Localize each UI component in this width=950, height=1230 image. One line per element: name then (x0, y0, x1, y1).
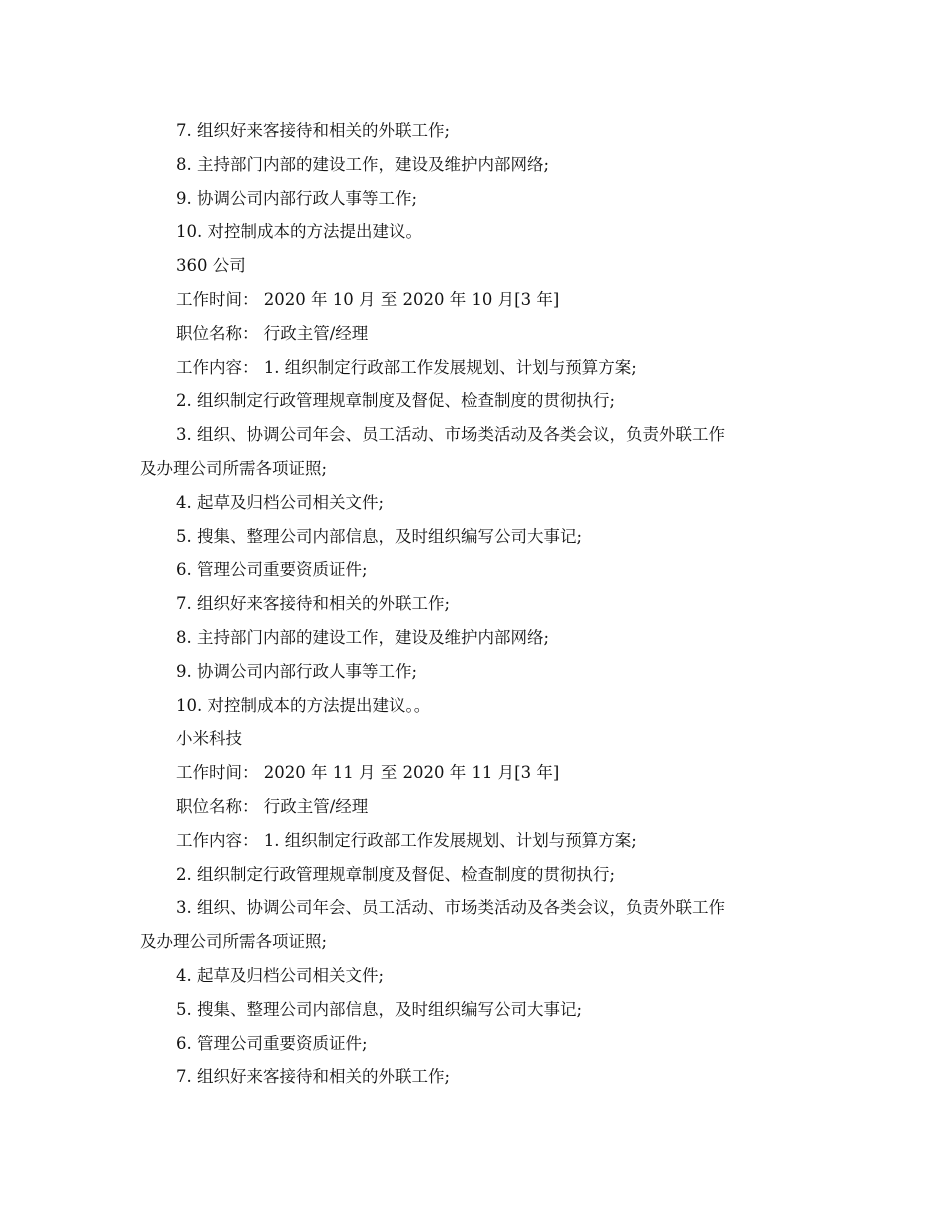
text-line: 9. 协调公司内部行政人事等工作; (176, 661, 418, 681)
text-line: 10. 对控制成本的方法提出建议。 (176, 222, 422, 242)
text-line: 2. 组织制定行政管理规章制度及督促、检查制度的贯彻执行; (176, 864, 616, 884)
text-line: 4. 起草及归档公司相关文件; (176, 492, 385, 512)
text-line: 工作时间： 2020 年 11 月 至 2020 年 11 月[3 年] (176, 763, 560, 783)
document-body (140, 114, 830, 1094)
text-line: 9. 协调公司内部行政人事等工作; (176, 188, 418, 208)
text-line: 5. 搜集、整理公司内部信息，及时组织编写公司大事记; (176, 999, 583, 1019)
text-line: 2. 组织制定行政管理规章制度及督促、检查制度的贯彻执行; (176, 391, 616, 411)
text-line: 小米科技 (176, 729, 242, 749)
text-line: 6. 管理公司重要资质证件; (176, 560, 368, 580)
text-line: 6. 管理公司重要资质证件; (176, 1033, 368, 1053)
text-line: 8. 主持部门内部的建设工作，建设及维护内部网络; (176, 627, 550, 647)
text-line: 及办理公司所需各项证照; (140, 458, 328, 478)
text-line: 7. 组织好来客接待和相关的外联工作; (176, 1067, 451, 1087)
text-line: 3. 组织、协调公司年会、员工活动、市场类活动及各类会议，负责外联工作 (176, 425, 725, 445)
text-line: 4. 起草及归档公司相关文件; (176, 965, 385, 985)
text-line: 职位名称： 行政主管/经理 (176, 796, 369, 816)
text-line: 10. 对控制成本的方法提出建议。。 (176, 695, 431, 715)
text-line: 7. 组织好来客接待和相关的外联工作; (176, 594, 451, 614)
text-line: 8. 主持部门内部的建设工作，建设及维护内部网络; (176, 154, 550, 174)
text-line: 5. 搜集、整理公司内部信息，及时组织编写公司大事记; (176, 526, 583, 546)
text-line: 7. 组织好来客接待和相关的外联工作; (176, 121, 451, 140)
text-line: 工作内容： 1. 组织制定行政部工作发展规划、计划与预算方案; (176, 357, 637, 377)
text-line: 工作内容： 1. 组织制定行政部工作发展规划、计划与预算方案; (176, 830, 637, 850)
text-line: 3. 组织、协调公司年会、员工活动、市场类活动及各类会议，负责外联工作 (176, 898, 725, 918)
text-line: 职位名称： 行政主管/经理 (176, 323, 369, 343)
text-line: 360 公司 (176, 256, 246, 276)
text-line: 工作时间： 2020 年 10 月 至 2020 年 10 月[3 年] (176, 289, 560, 309)
text-line: 及办理公司所需各项证照; (140, 932, 328, 952)
